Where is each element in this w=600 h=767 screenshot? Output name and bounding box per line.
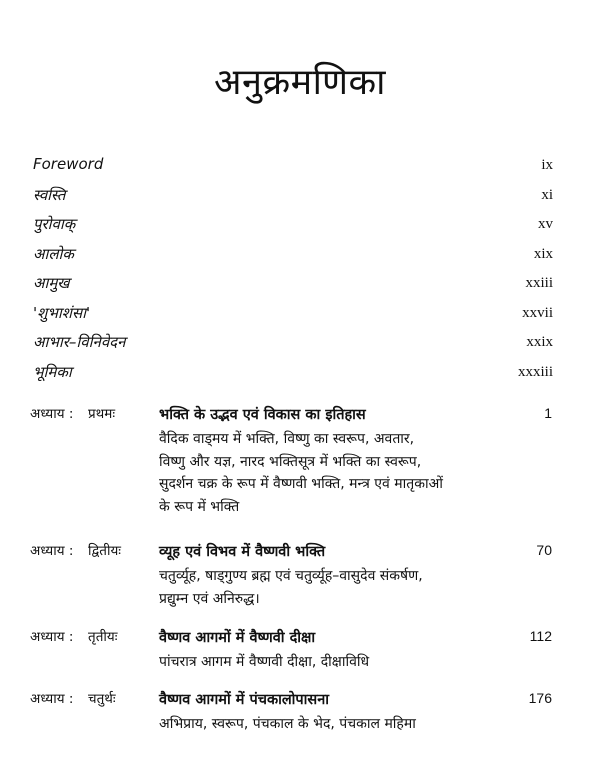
front-matter-label: आलोक (33, 244, 74, 263)
chapter-description-line: के रूप में भक्ति (159, 498, 240, 515)
chapter-page: 112 (529, 628, 552, 644)
front-matter-item (33, 185, 553, 215)
chapter-page: 70 (536, 542, 552, 558)
chapter-title: वैष्णव आगमों में पंचकालोपासना (159, 692, 330, 708)
front-matter-item (33, 214, 553, 244)
chapter-entry (30, 627, 552, 674)
chapter-description-line: अभिप्राय, स्वरूप, पंचकाल के भेद, पंचकाल महिमा (159, 716, 416, 732)
front-matter-item (33, 303, 553, 333)
front-matter-label: Foreword (33, 155, 104, 173)
chapter-title: व्यूह एवं विभव में वैष्णवी भक्ति (159, 544, 326, 560)
front-matter-label: आभार–विनिवेदन (33, 333, 126, 351)
chapter-adhyay-label: अध्याय : (30, 629, 74, 645)
front-matter-page: xxix (526, 334, 553, 350)
chapter-title: भक्ति के उद्भव एवं विकास का इतिहास (159, 407, 366, 423)
front-matter-page: xv (538, 216, 553, 232)
chapter-adhyay-label: अध्याय : (30, 543, 74, 559)
front-matter-item (33, 244, 553, 274)
chapter-ordinal: चतुर्थः (88, 691, 116, 707)
chapter-page: 1 (544, 405, 552, 421)
chapter-description-line: चतुर्व्यूह, षाड्गुण्य ब्रह्म एवं चतुर्व्यूह–वासुदेव संकर्षण, (159, 568, 423, 584)
chapter-description (159, 565, 552, 610)
chapter-entry (30, 541, 552, 610)
chapter-heading (30, 404, 552, 428)
page-title: अनुक्रमणिका (214, 62, 386, 103)
chapter-description-line: प्रद्युम्न एवं अनिरुद्ध। (159, 590, 260, 607)
front-matter-label: 'शुभाशंसा' (33, 303, 91, 322)
front-matter-page: ix (541, 157, 553, 173)
chapter-description-line: विष्णु और यज्ञ, नारद भक्तिसूत्र में भक्ति का स्वरूप, (159, 453, 422, 470)
chapter-description-line: वैदिक वाड्मय में भक्ति, विष्णु का स्वरूप, अवतार, (159, 431, 415, 447)
chapter-heading (30, 541, 552, 565)
chapter-title: वैष्णव आगमों में वैष्णवी दीक्षा (159, 630, 316, 646)
front-matter-page: xxxiii (517, 363, 553, 380)
chapter-description (159, 651, 552, 674)
chapter-ordinal: प्रथमः (88, 406, 116, 422)
chapter-description (159, 713, 552, 736)
front-matter-label: भूमिका (33, 362, 72, 381)
chapter-description (159, 428, 552, 518)
front-matter-page: xxvii (522, 304, 553, 321)
front-matter-label: आमुख (33, 274, 70, 292)
chapter-adhyay-label: अध्याय : (30, 691, 74, 707)
chapter-adhyay-label: अध्याय : (30, 406, 74, 422)
front-matter-item (33, 273, 553, 303)
chapter-entry (30, 689, 552, 736)
front-matter-label: पुरोवाक् (33, 215, 76, 233)
front-matter-list (33, 155, 553, 391)
chapter-page: 176 (528, 690, 552, 706)
front-matter-page: xi (541, 186, 553, 203)
front-matter-item (33, 155, 553, 185)
front-matter-page: xix (533, 245, 553, 262)
chapter-entry (30, 404, 552, 518)
chapter-ordinal: तृतीयः (88, 629, 118, 645)
chapter-heading (30, 689, 552, 713)
front-matter-label: स्वस्ति (33, 185, 66, 204)
chapter-description-line: पांचरात्र आगम में वैष्णवी दीक्षा, दीक्षाविधि (159, 654, 370, 670)
chapter-ordinal: द्वितीयः (88, 543, 122, 559)
chapter-heading (30, 627, 552, 651)
front-matter-item (33, 362, 553, 392)
front-matter-item (33, 332, 553, 362)
front-matter-page: xxiii (525, 275, 553, 291)
chapter-description-line: सुदर्शन चक्र के रूप में वैष्णवी भक्ति, मन्त्र एवं मातृकाओं (159, 476, 443, 492)
